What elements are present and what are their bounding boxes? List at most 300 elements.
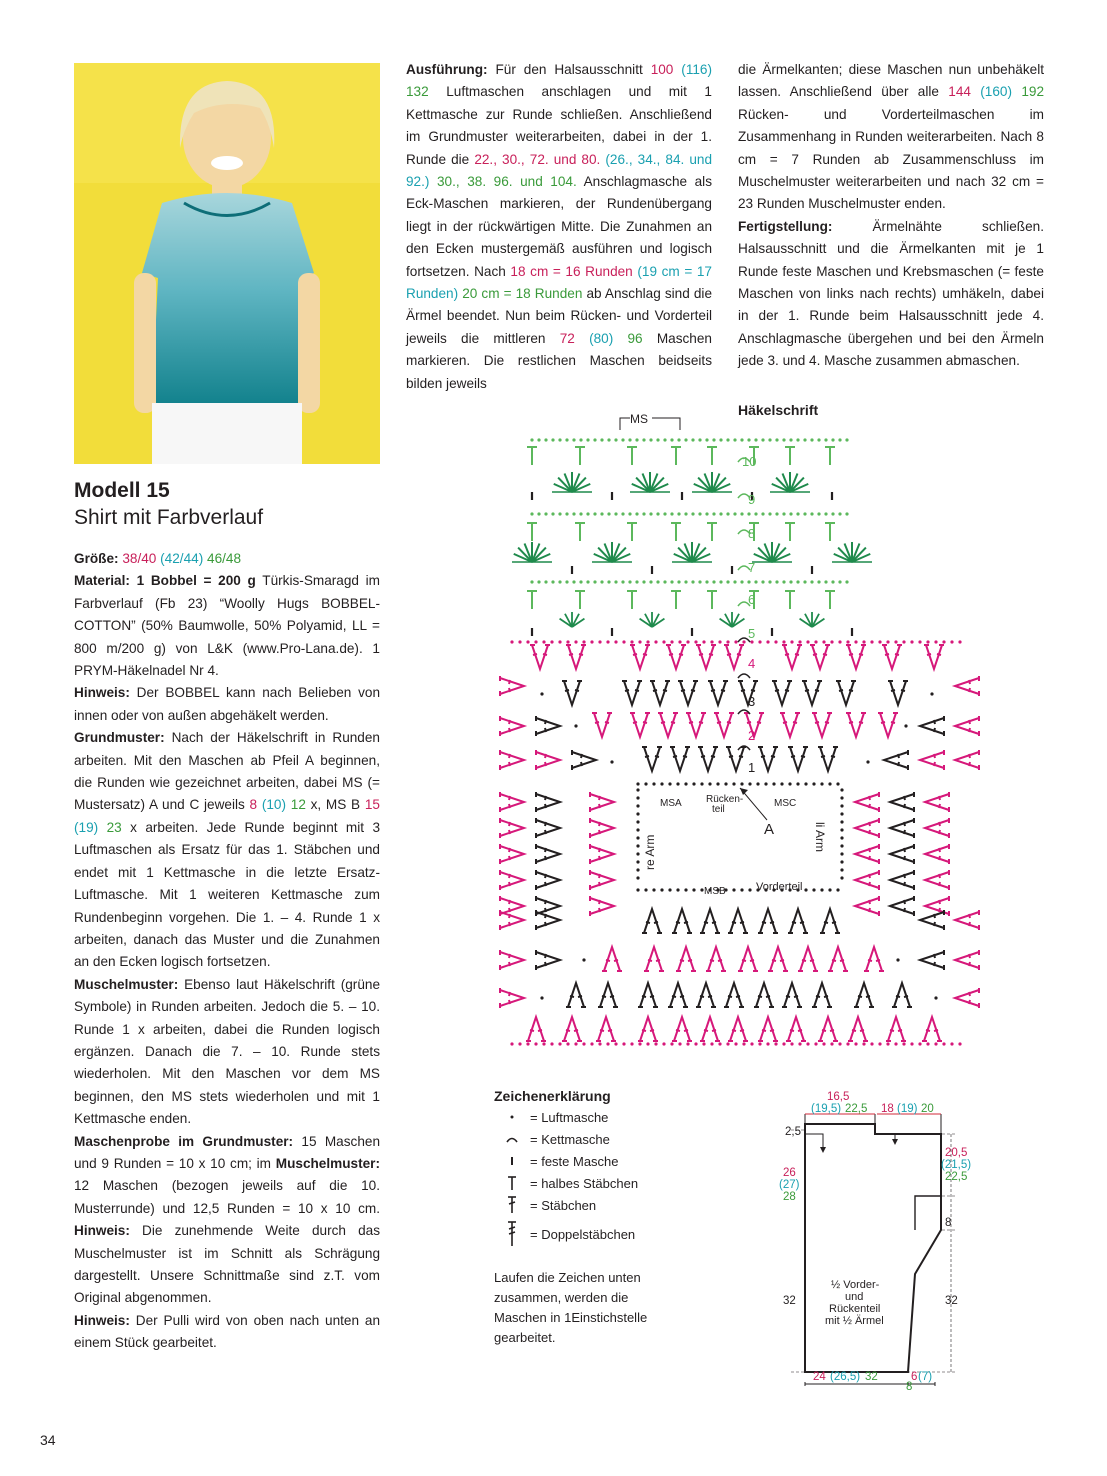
chart-stitch [565, 438, 568, 441]
chart-stitch [670, 747, 690, 771]
chart-stitch [686, 1042, 689, 1045]
chart-stitch [820, 782, 823, 785]
chart-stitch [831, 512, 834, 515]
chart-stitch [530, 580, 533, 583]
chart-stitch [894, 1042, 897, 1045]
model-photo [74, 63, 380, 464]
chart-stitch [500, 870, 524, 890]
chart-stitch [705, 438, 708, 441]
chart-stitch [654, 1042, 657, 1045]
chart-stitch [668, 983, 688, 1007]
chart-stitch [598, 640, 601, 643]
chart-stitch [644, 888, 647, 891]
chart-stitch [600, 512, 603, 515]
chart-stitch [500, 676, 524, 696]
legend-item: = Luftmasche [494, 1106, 694, 1128]
chart-stitch [656, 580, 659, 583]
chart-stitch [574, 724, 577, 727]
schema-right-8: 8 [945, 1217, 952, 1229]
chart-stitch [958, 1042, 961, 1045]
chart-stitch [825, 523, 835, 541]
chart-stitch [710, 1042, 713, 1045]
chart-stitch [804, 888, 807, 891]
row-number-10: 10 [742, 454, 757, 469]
chart-stitch [732, 782, 735, 785]
chart-stitch [726, 438, 729, 441]
chart-stitch [890, 844, 914, 864]
chart-stitch [635, 580, 638, 583]
chart-stitch [650, 681, 670, 705]
chart-stitch [925, 896, 949, 916]
chart-stitch [882, 645, 902, 669]
row-number-6: 6 [748, 592, 756, 607]
chart-stitch [726, 747, 746, 771]
chart-stitch [926, 1042, 929, 1045]
chart-stitch [636, 796, 639, 799]
chart-stitch [925, 844, 949, 864]
chart-stitch [562, 681, 582, 705]
chart-stitch [785, 447, 795, 465]
chart-stitch [671, 523, 681, 541]
schema-left-25: 2,5 [785, 1126, 801, 1138]
chart-stitch [698, 512, 701, 515]
chart-stitch [758, 909, 778, 933]
chart-stitch [542, 1042, 545, 1045]
chart-stitch [796, 512, 799, 515]
chart-stitch [644, 947, 664, 971]
chart-stitch [768, 512, 771, 515]
chart-stitch [660, 782, 663, 785]
chart-stitch [922, 1017, 942, 1041]
chart-stitch [724, 983, 744, 1007]
chart-stitch [712, 512, 715, 515]
model-number: Modell 15 [74, 479, 170, 502]
chart-stitch [586, 512, 589, 515]
chart-stitch [500, 950, 524, 970]
chart-stitch [878, 713, 898, 737]
chart-stitch [886, 640, 889, 643]
chart-stitch [818, 1017, 838, 1041]
chart-stitch [627, 447, 637, 465]
double-crochet-icon [506, 1195, 518, 1215]
chart-stitch [636, 828, 639, 831]
row-number-4: 4 [748, 656, 756, 671]
chart-stitch [796, 782, 799, 785]
chart-stitch [596, 1017, 616, 1041]
chart-stitch [838, 1042, 841, 1045]
execution-paragraph: Ausführung: Für den Halsausschnitt 100 (116) 132 Luftmaschen anschlagen und mit 1 Kettmasche zur Runde schließen. Anschließend im Grundmuster weiterarbeiten, dabei in der 1. Runde die 22., 30., 72. und 80. (26., 34., 84. und 92.) 30., 38. 96. und 104. Anschlagmasche als Eck-Maschen markieren, der Rundenübergang liegt in der rückwärtigen Mitte. Die Zunahmen an den Ecken mustergemäß ausführen und logisch fortsetzen. Nach 18 cm = 16 Runden (19 cm = 17 Runden) 20 cm = 18 Runden ab Anschlag sind die Ärmel beendet. Nun beim Rücken- und Vorderteil jeweils die mittleren 72 (80) 96 Maschen markieren. Die restlichen Maschen beidseits bilden jeweils [406, 62, 713, 391]
chart-stitch [663, 580, 666, 583]
chart-stitch [670, 640, 673, 643]
chart-stitch [663, 438, 666, 441]
chart-stitch [803, 438, 806, 441]
chart-stitch [562, 1017, 582, 1041]
chart-stitch [530, 438, 533, 441]
schema-right-b: (21,5) [941, 1159, 972, 1171]
gauge-paragraph: Maschenprobe im Grundmuster: 15 Maschen und 9 Runden = 10 x 10 cm; im Muschelmuster: 12 Maschen (bezogen jeweils auf die 10. Musterrunde) und 12,5 Runden = 10 x 10 cm. Hinweis: Die zunehmende Weite durch das Muschelmuster ist im Schnitt als Schrägung dargestellt. Unsere Schnittmaße sind z.T. vom Original abgenommen. [74, 1133, 381, 1306]
chart-stitch [840, 844, 843, 847]
chart-stitch [536, 950, 560, 970]
chart-stitch [527, 591, 537, 609]
chart-stitch [566, 645, 586, 669]
chart-stitch [920, 950, 944, 970]
chart-stitch [642, 580, 645, 583]
chart-stitch [628, 580, 631, 583]
chart-stitch [768, 438, 771, 441]
chart-stitch [780, 782, 783, 785]
chart-stitch [638, 983, 658, 1007]
chart-stitch [812, 782, 815, 785]
chart-stitch [654, 640, 657, 643]
chart-stitch [775, 438, 778, 441]
chart-stitch [831, 438, 834, 441]
chart-stitch [747, 580, 750, 583]
chart-stitch [810, 438, 813, 441]
schema-center-4: mit ½ Ärmel [825, 1315, 884, 1327]
chart-stitch [600, 438, 603, 441]
chart-stitch [822, 1042, 825, 1045]
chart-stitch [607, 580, 610, 583]
chart-stitch [838, 580, 841, 583]
chart-stitch [761, 438, 764, 441]
chart-stitch [677, 512, 680, 515]
chart-stitch [718, 1042, 721, 1045]
chart-stitch [918, 640, 921, 643]
chart-stitch [942, 1042, 945, 1045]
chart-stitch [702, 1042, 705, 1045]
chart-stitch [796, 438, 799, 441]
chart-stitch [712, 438, 715, 441]
chart-stitch [558, 580, 561, 583]
schema-right-c: 22,5 [945, 1171, 968, 1183]
schema-bot-d: 6 [911, 1371, 918, 1383]
chart-stitch [582, 640, 585, 643]
chart-stitch [670, 512, 673, 515]
chart-stitch [925, 870, 949, 890]
ruecken-label: Rücken- [706, 794, 744, 805]
chart-stitch [698, 580, 701, 583]
schema-center-1: ½ Vorder- [831, 1279, 880, 1291]
row-number-3: 3 [748, 694, 756, 709]
chart-stitch [733, 512, 736, 515]
chart-stitch [590, 844, 614, 864]
chart-stitch [636, 804, 639, 807]
chart-stitch [676, 782, 679, 785]
chart-stitch [694, 1042, 697, 1045]
chart-stitch [786, 1017, 806, 1041]
chart-stitch [628, 512, 631, 515]
chart-stitch [810, 580, 813, 583]
chart-stitch [579, 580, 582, 583]
chart-stitch [636, 820, 639, 823]
chart-stitch [716, 782, 719, 785]
chart-stitch [642, 747, 662, 771]
chart-stitch [840, 876, 843, 879]
chart-stitch [622, 681, 642, 705]
chart-stitch [642, 438, 645, 441]
chart-stitch [510, 1042, 513, 1045]
chart-stitch [705, 512, 708, 515]
chart-stitch [602, 947, 622, 971]
chart-stitch [668, 782, 671, 785]
row-number-8: 8 [748, 526, 756, 541]
chart-stitch [782, 1042, 785, 1045]
finishing-paragraph: Fertigstellung: Ärmelnähte schließen. Halsausschnitt und die Ärmelkanten mit je 1 Runde feste Maschen und Krebsmaschen (= feste Maschen von links nach rechts) umhäkeln, dabei in der 1. Runde beim Halsausschnitt jede 4. Anschlagmasche übergehen und bei den Ärmeln jede 3. und 4. Masche zusammen abmaschen. [738, 218, 1044, 369]
chart-stitch [527, 523, 537, 541]
chart-stitch [536, 716, 560, 736]
chart-stitch [862, 640, 865, 643]
chart-stitch [840, 852, 843, 855]
continuation-paragraph: die Ärmelkanten; diese Maschen nun unbehäkelt lassen. Anschließend über alle 144 (160) 192 Rücken- und Vorderteilmaschen im Zusammenhang in Runden weiterarbeiten. Nach 8 cm = 7 Runden ab Zusammenschluss im Muschelmuster weiterarbeiten und nach 32 cm = 23 Runden Muschelmuster enden. [738, 62, 1045, 212]
schema-bot-f: 8 [906, 1381, 913, 1390]
chart-stitch [803, 580, 806, 583]
right-arm-label: re Arm [643, 834, 657, 870]
chart-stitch [884, 750, 908, 770]
chart-stitch [537, 512, 540, 515]
schema-top-e: (19) [897, 1103, 918, 1115]
chart-stitch [855, 896, 879, 916]
msa-label: MSA [660, 798, 682, 809]
chart-stitch [910, 640, 913, 643]
model-name: Shirt mit Farbverlauf [74, 506, 264, 529]
chart-stitch [719, 512, 722, 515]
chart-stitch [836, 888, 839, 891]
chart-stitch [686, 640, 689, 643]
chart-stitch [536, 750, 560, 770]
chart-stitch [838, 640, 841, 643]
chart-stitch [756, 782, 759, 785]
chart-stitch [955, 988, 979, 1008]
chart-stitch [904, 724, 907, 727]
chart-stitch [758, 640, 761, 643]
chart-stitch [740, 512, 743, 515]
chart-symbols [500, 438, 979, 1045]
chart-stitch [754, 580, 757, 583]
chart-stitch [840, 796, 843, 799]
chart-stitch [955, 950, 979, 970]
chart-stitch [712, 580, 715, 583]
chart-stitch [798, 1042, 801, 1045]
chart-stitch [728, 1017, 748, 1041]
chart-stitch [575, 523, 585, 541]
chart-stitch [710, 640, 713, 643]
chart-stitch [658, 713, 678, 737]
chart-stitch [698, 747, 718, 771]
chart-stitch [526, 1017, 546, 1041]
chart-stitch [636, 788, 639, 791]
chart-stitch [696, 645, 716, 669]
chart-stitch [671, 591, 681, 609]
schema-bot-c: 32 [865, 1371, 878, 1383]
chart-stitch [684, 580, 687, 583]
chart-stitch [636, 812, 639, 815]
chart-stitch [550, 1042, 553, 1045]
chart-stitch [636, 860, 639, 863]
chart-stitch [888, 681, 908, 705]
chart-stitch [500, 844, 524, 864]
chart-stitch [590, 896, 614, 916]
row-number-9: 9 [748, 492, 756, 507]
chart-stitch [848, 1017, 868, 1041]
chart-stitch [780, 713, 800, 737]
vorderteil-label: Vorderteil [756, 881, 803, 893]
chart-stitch [614, 1042, 617, 1045]
chart-stitch [527, 447, 537, 465]
chart-stitch [542, 640, 545, 643]
chart-stitch [719, 580, 722, 583]
chart-stitch [766, 1042, 769, 1045]
chart-stitch [614, 438, 617, 441]
chart-stitch [886, 1017, 906, 1041]
chart-stitch [649, 580, 652, 583]
schema-top-d: 18 [881, 1103, 894, 1115]
chart-stitch [590, 870, 614, 890]
chart-stitch [536, 910, 560, 930]
chart-stitch [698, 438, 701, 441]
chart-stitch [540, 692, 543, 695]
chart-stitch [934, 640, 937, 643]
schema-mid-left: 32 [783, 1295, 796, 1307]
chart-stitch [678, 681, 698, 705]
chart-stitch [740, 782, 743, 785]
chart-stitch [740, 438, 743, 441]
chart-stitch [686, 713, 706, 737]
chart-stitch [806, 1042, 809, 1045]
chart-stitch [738, 674, 750, 678]
chart-stitch [846, 713, 866, 737]
chart-stitch [824, 580, 827, 583]
chart-stitch [558, 1042, 561, 1045]
schema-bot-a: 24 [813, 1371, 826, 1383]
chart-stitch [840, 860, 843, 863]
chart-stitch [558, 512, 561, 515]
chart-stitch [660, 888, 663, 891]
chart-stitch [718, 640, 721, 643]
chart-stitch [870, 640, 873, 643]
chart-stitch [740, 580, 743, 583]
msc-label: MSC [774, 798, 797, 809]
chart-stitch [607, 512, 610, 515]
chart-stitch [812, 983, 832, 1007]
legend-item: = Stäbchen [494, 1194, 694, 1216]
chart-stitch [768, 947, 788, 971]
chart-stitch [726, 580, 729, 583]
chart-stitch [606, 1042, 609, 1045]
chart-stitch [572, 750, 596, 770]
chart-stitch [707, 447, 717, 465]
half-double-crochet-icon [506, 1174, 518, 1192]
chart-stitch [761, 512, 764, 515]
schema-right-a: 20,5 [945, 1147, 968, 1159]
chart-stitch [610, 760, 613, 763]
chart-stitch [926, 640, 929, 643]
chart-stitch [638, 640, 641, 643]
chart-stitch [747, 438, 750, 441]
single-crochet-icon [507, 1154, 517, 1168]
crochet-chart [492, 410, 992, 1050]
chart-stitch [894, 640, 897, 643]
chart-stitch [740, 888, 743, 891]
chart-stitch [836, 681, 856, 705]
chart-stitch [724, 645, 744, 669]
chart-stitch [544, 438, 547, 441]
chart-stitch [582, 958, 585, 961]
chart-stitch [726, 1042, 729, 1045]
chart-stitch [934, 996, 937, 999]
chart-stitch [575, 447, 585, 465]
chart-stitch [788, 782, 791, 785]
chart-stitch [870, 1042, 873, 1045]
chart-stitch [566, 640, 569, 643]
chart-stitch [758, 747, 778, 771]
chart-stitch [840, 804, 843, 807]
material-paragraph: Material: 1 Bobbel = 200 g Türkis-Smaragd im Farbverlauf (Fb 23) “Woolly Hugs BOBBEL-COTTON” (50% Baumwolle, 50% Polyamid, LL = 800 m/200 g) von L&K (www.Pro-Lana.de). 1 PRYM-Häkelnadel Nr 4. [74, 573, 380, 679]
chart-stitch [526, 1042, 529, 1045]
chart-stitch [838, 512, 841, 515]
chart-stitch [830, 1042, 833, 1045]
left-arm-label: li Arm [813, 822, 827, 852]
chart-stitch [537, 438, 540, 441]
chart-stitch [574, 640, 577, 643]
chart-stitch [598, 1042, 601, 1045]
shell-pattern-paragraph: Muschelmuster: Ebenso laut Häkelschrift (grüne Symbole) in Runden arbeiten. Jedoch die 5. – 10. Runde 1 x arbeiten, dabei die Runden logisch ergänzen. Danach die 7. – 10. Runde stets wiederholen. Mit den Maschen vor dem MS beginnen, den MS stets wiederholen und mit 1 Kettmasche enden. [74, 976, 380, 1127]
legend [494, 1088, 694, 1252]
chart-stitch [558, 640, 561, 643]
chart-stitch [572, 438, 575, 441]
chart-stitch [738, 947, 758, 971]
chart-stitch [910, 1042, 913, 1045]
chart-stitch [700, 782, 703, 785]
size-paragraph: Größe: 38/40 (42/44) 46/48 [74, 551, 242, 566]
schema-left-b: (27) [779, 1179, 800, 1191]
schema-top-c: 22,5 [845, 1103, 868, 1115]
chart-stitch [652, 782, 655, 785]
chart-stitch [892, 983, 912, 1007]
chart-stitch [890, 896, 914, 916]
chart-stitch [768, 580, 771, 583]
chart-stitch [724, 782, 727, 785]
chart-stitch [772, 681, 792, 705]
chart-stitch [747, 512, 750, 515]
chart-stitch [684, 438, 687, 441]
chart-stitch [802, 681, 822, 705]
chart-stitch [500, 988, 524, 1008]
chart-stitch [652, 888, 655, 891]
chart-stitch [890, 870, 914, 890]
chart-stitch [812, 713, 832, 737]
chart-stitch [764, 782, 767, 785]
chart-stitch [706, 947, 726, 971]
chart-stitch [565, 512, 568, 515]
chart-stitch [590, 792, 614, 812]
chart-stitch [572, 512, 575, 515]
chart-stitch [676, 947, 696, 971]
chart-stitch [582, 1042, 585, 1045]
chart-stitch [544, 580, 547, 583]
legend-item: = Kettmasche [494, 1128, 694, 1150]
chart-stitch [750, 1042, 753, 1045]
chart-stitch [924, 645, 944, 669]
chart-stitch [855, 844, 879, 864]
chart-stitch [803, 512, 806, 515]
chart-stitch [766, 640, 769, 643]
chart-stitch [950, 640, 953, 643]
chart-stitch [822, 640, 825, 643]
ms-label: MS [630, 412, 648, 426]
chart-stitch [540, 996, 543, 999]
chart-stitch [772, 782, 775, 785]
chart-stitch [678, 1042, 681, 1045]
